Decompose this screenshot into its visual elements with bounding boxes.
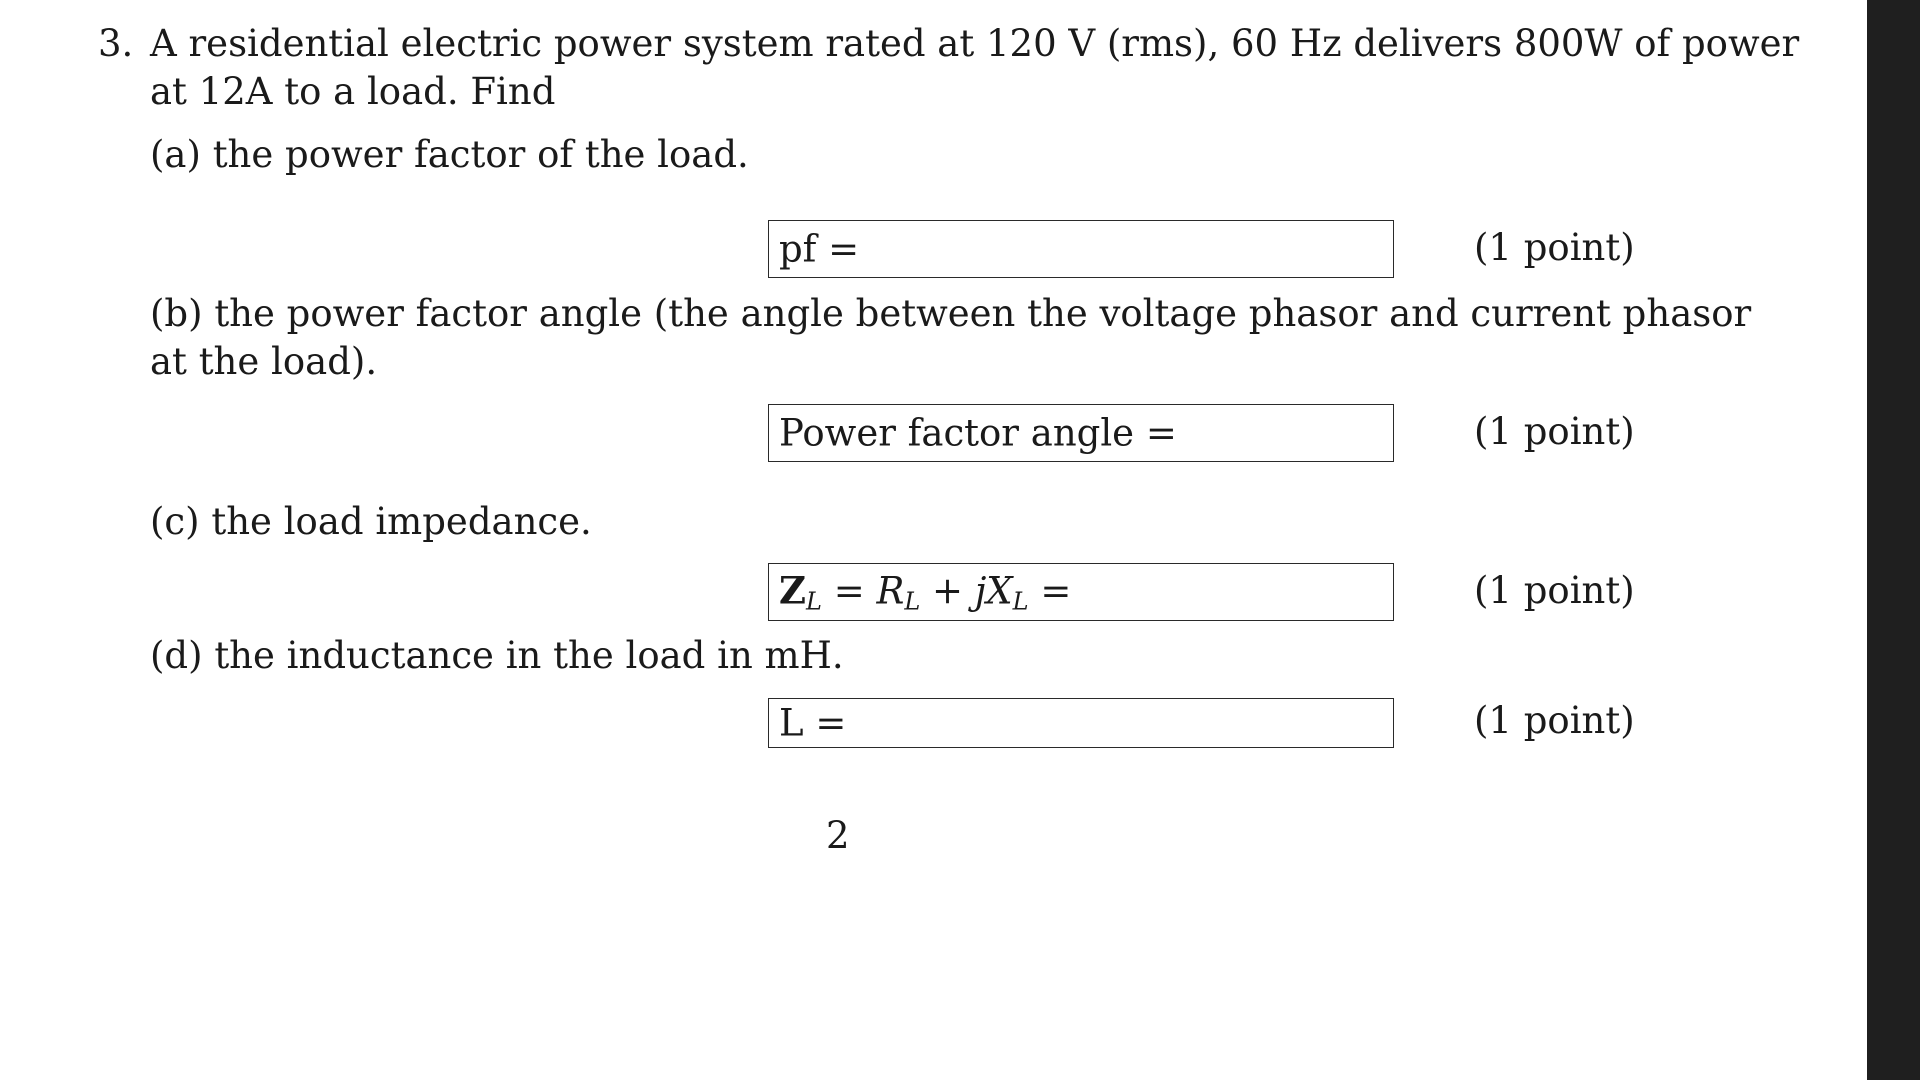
- question-text-line-1: A residential electric power system rated at 120 V (rms), 60 Hz delivers 800W of power: [150, 22, 1800, 65]
- equals-sign-1: =: [821, 569, 877, 613]
- part-d-prompt: (d) the inductance in the load in mH.: [150, 634, 844, 677]
- reactance-symbol: jX: [974, 569, 1013, 613]
- answer-box-inductance[interactable]: [768, 698, 1394, 748]
- resistance-symbol: R: [876, 569, 905, 613]
- part-b-prompt-line-1: (b) the power factor angle (the angle between the voltage phasor and current phasor: [150, 292, 1752, 335]
- answer-label-inductance: L =: [779, 701, 847, 745]
- equals-sign-2: =: [1028, 569, 1072, 613]
- answer-box-pf[interactable]: [768, 220, 1394, 278]
- plus-sign: +: [920, 569, 975, 613]
- part-c-prompt: (c) the load impedance.: [150, 500, 592, 543]
- question-text-line-2: at 12A to a load. Find: [150, 70, 556, 113]
- question-number: 3.: [98, 22, 134, 65]
- page-number: 2: [826, 814, 850, 857]
- part-a-prompt: (a) the power factor of the load.: [150, 133, 749, 176]
- answer-box-power-factor-angle[interactable]: [768, 404, 1394, 462]
- points-label-d: (1 point): [1474, 699, 1635, 742]
- points-label-b: (1 point): [1474, 410, 1635, 453]
- answer-label-pf: pf =: [779, 227, 860, 271]
- answer-box-load-impedance[interactable]: [768, 563, 1394, 621]
- points-label-a: (1 point): [1474, 226, 1635, 269]
- impedance-subscript: L: [806, 587, 822, 616]
- part-b-prompt-line-2: at the load).: [150, 340, 378, 383]
- reactance-subscript: L: [1012, 587, 1029, 616]
- window-edge-bar: [1867, 0, 1920, 1080]
- impedance-symbol: Z: [779, 568, 807, 613]
- points-label-c: (1 point): [1474, 569, 1635, 612]
- answer-label-power-factor-angle: Power factor angle =: [779, 411, 1177, 455]
- answer-label-load-impedance: [779, 569, 1071, 616]
- resistance-subscript: L: [904, 587, 921, 616]
